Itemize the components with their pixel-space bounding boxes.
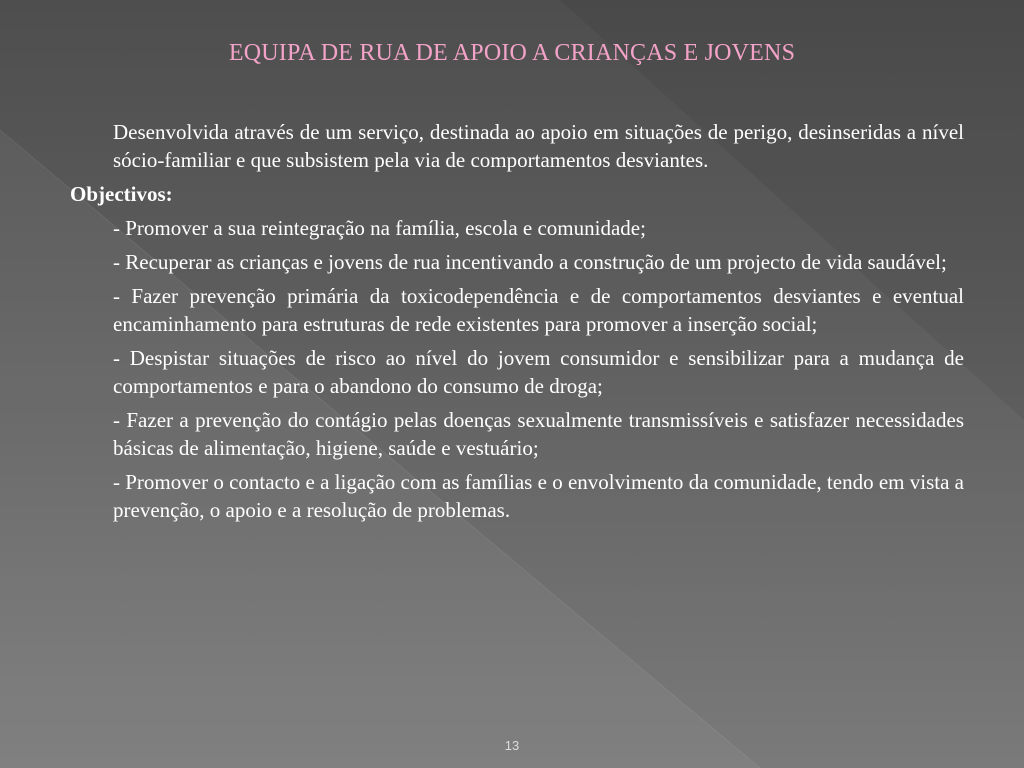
slide-title: EQUIPA DE RUA DE APOIO A CRIANÇAS E JOVENS <box>228 40 796 66</box>
objectives-heading: Objectivos: <box>70 182 173 206</box>
page-number: 13 <box>504 738 520 753</box>
objective-item: - Despistar situações de risco ao nível do jovem consumidor e sensibilizar para a mudança de comportamentos e para o abandono do consumo de droga; <box>113 346 964 398</box>
slide-body <box>70 118 964 530</box>
objective-item: - Promover a sua reintegração na família, escola e comunidade; <box>113 216 646 240</box>
objective-item: - Promover o contacto e a ligação com as famílias e o envolvimento da comunidade, tendo em vista a prevenção, o apoio e a resolução de problemas. <box>113 470 964 522</box>
objective-item: - Fazer a prevenção do contágio pelas doenças sexualmente transmissíveis e satisfazer necessidades básicas de alimentação, higiene, saúde e vestuário; <box>113 408 964 460</box>
intro-paragraph: Desenvolvida através de um serviço, destinada ao apoio em situações de perigo, desinseridas a nível sócio-familiar e que subsistem pela via de comportamentos desviantes. <box>113 120 964 172</box>
objective-item: - Fazer prevenção primária da toxicodependência e de comportamentos desviantes e eventual encaminhamento para estruturas de rede existentes para promover a inserção social; <box>113 284 964 336</box>
objective-item: - Recuperar as crianças e jovens de rua incentivando a construção de um projecto de vida saudável; <box>113 250 947 274</box>
